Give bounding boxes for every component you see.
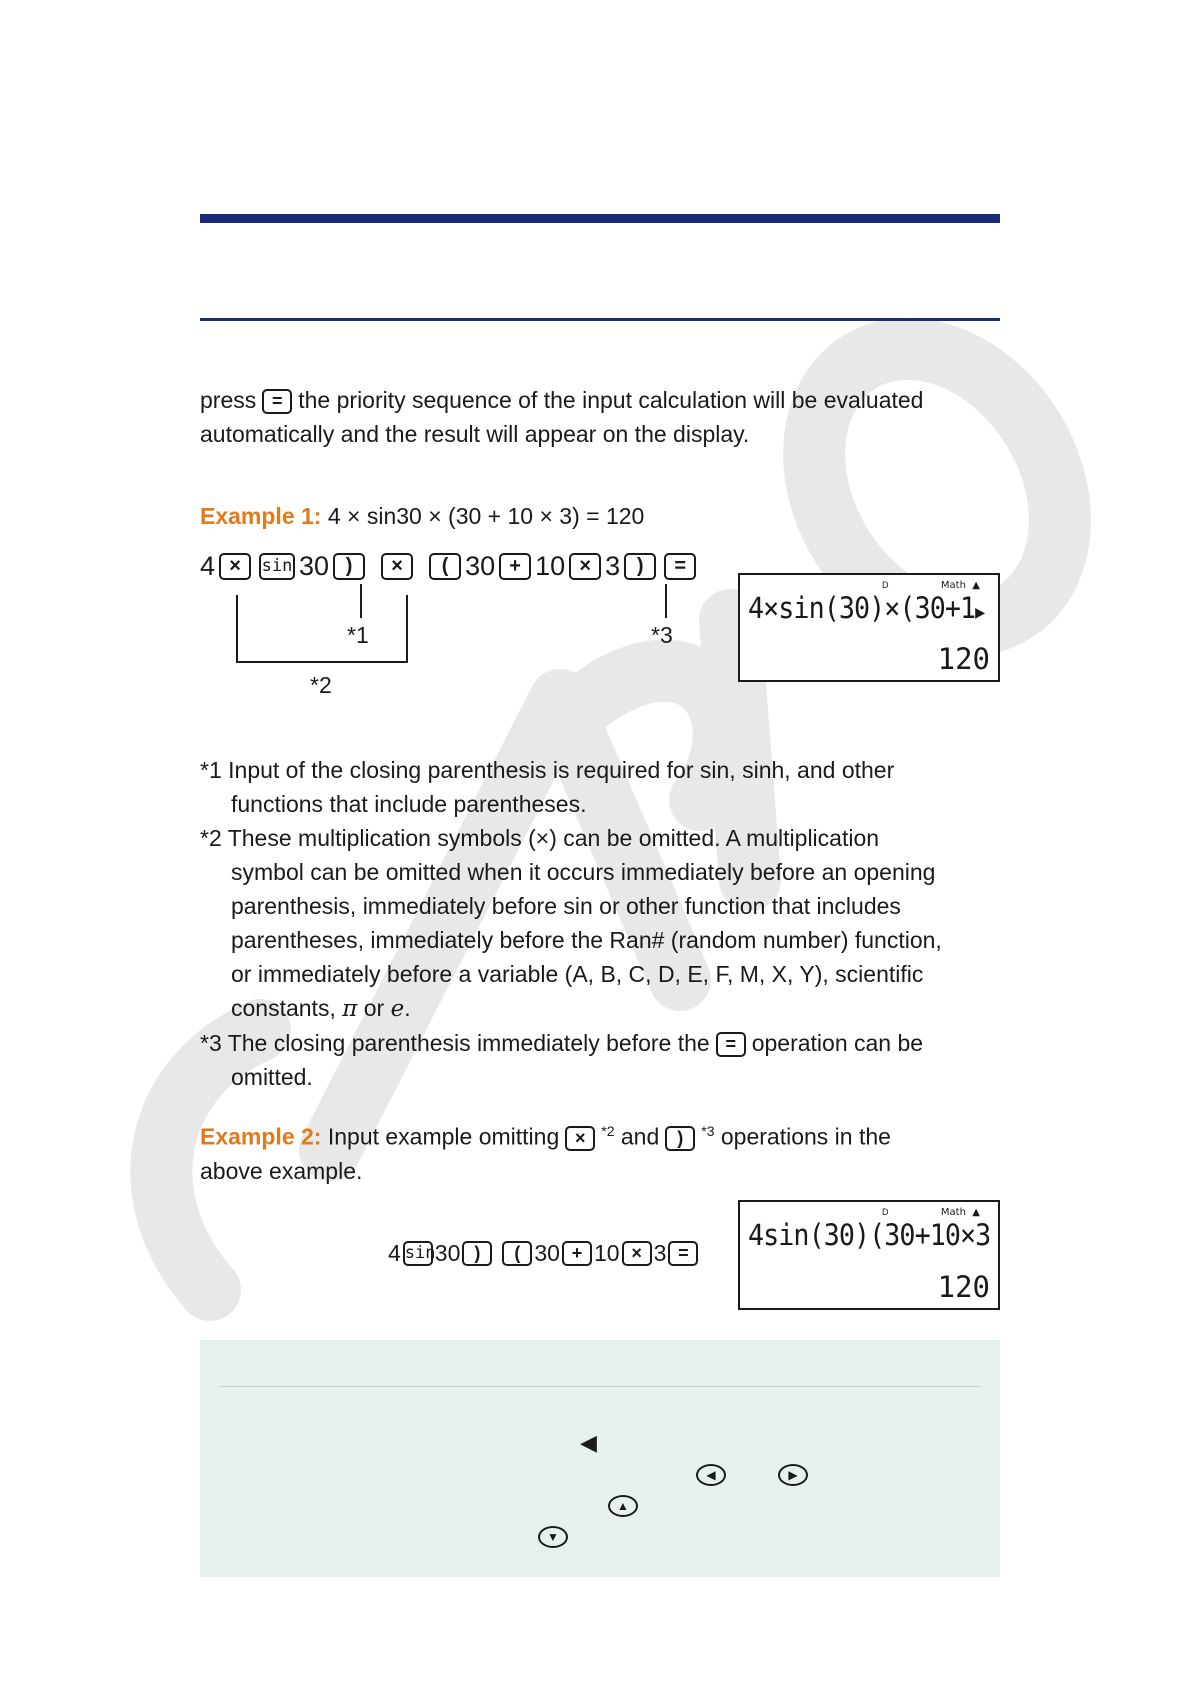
ex1-key-4: 4 bbox=[200, 551, 216, 581]
open-paren-key: ( bbox=[429, 553, 461, 580]
example2-heading: Example 2: Input example omitting × $^{*2}$ and ) $^{*3}$ operations in the above example. bbox=[200, 1123, 891, 1184]
example2-key-sequence: 4 sin 30 ) ( 30 + 10 × 3 = bbox=[388, 1240, 700, 1267]
callout-2: *2 bbox=[310, 672, 332, 698]
plus-key: + bbox=[499, 553, 531, 580]
left-cursor-key-icon: ◀ bbox=[696, 1464, 726, 1486]
close-paren-key: ) bbox=[333, 553, 365, 580]
info-box-divider bbox=[219, 1386, 981, 1387]
ex1-num-3: 3 bbox=[605, 551, 621, 581]
display-result: 120 bbox=[937, 642, 990, 676]
multiply-key: × bbox=[381, 553, 413, 580]
callout-1: *1 bbox=[347, 622, 369, 648]
example1-equation: 4 × sin30 × (30 + 10 × 3) = 120 bbox=[327, 503, 645, 529]
math-indicator: Math ▲ bbox=[940, 1207, 980, 1218]
multiply-key: × bbox=[219, 553, 251, 580]
equals-key: = bbox=[716, 1032, 746, 1057]
cursor-right-icon: ▶ bbox=[975, 602, 985, 623]
plus-key: + bbox=[562, 1241, 592, 1266]
note-1: *1 Input of the closing parenthesis is required for sin, sinh, and other functions that include parentheses. bbox=[200, 757, 895, 817]
down-cursor-key-icon: ▼ bbox=[538, 1526, 568, 1548]
intro-line-1: press = the priority sequence of the input calculation will be evaluated bbox=[200, 387, 924, 413]
ex1-num-30b: 30 bbox=[465, 551, 496, 581]
multiply-key: × bbox=[565, 1126, 595, 1151]
callout-3: *3 bbox=[651, 622, 673, 648]
display-expression: 4×sin(30)×(30+1▶ bbox=[748, 591, 985, 625]
deg-indicator: D bbox=[882, 580, 889, 590]
info-box bbox=[200, 1340, 1000, 1577]
intro-paragraph bbox=[200, 383, 923, 451]
right-cursor-key-icon: ▶ bbox=[778, 1464, 808, 1486]
example1-heading bbox=[200, 499, 644, 533]
sin-key: sin bbox=[259, 553, 295, 580]
math-indicator: Math ▲ bbox=[940, 580, 980, 591]
close-paren-key: ) bbox=[462, 1241, 492, 1266]
sin-key: sin bbox=[403, 1241, 433, 1266]
equals-key: = bbox=[262, 389, 292, 414]
cursor-left-arrow-icon: ◀ bbox=[580, 1430, 597, 1455]
ex1-num-30: 30 bbox=[299, 551, 330, 581]
note-3: *3 The closing parenthesis immediately before the = operation can be omitted. bbox=[200, 1030, 924, 1090]
calculator-display-1 bbox=[738, 573, 1000, 682]
close-paren-key: ) bbox=[665, 1126, 695, 1151]
footnotes bbox=[200, 753, 942, 1094]
example1-label: Example 1: bbox=[200, 503, 322, 529]
intro-line-2: automatically and the result will appear on the display. bbox=[200, 421, 750, 447]
note-2: *2 These multiplication symbols (×) can be omitted. A multiplication symbol can be omitted when it occurs immediately before an opening parenthesis, immediately before sin or other function that includes parentheses, immediately before the Ran# (random number) function, or immediately before a variable (A, B, C, D, E, F, M, X, Y), scientific constants, π or e. bbox=[200, 825, 942, 1022]
example2-label: Example 2: bbox=[200, 1123, 322, 1150]
header-rule-thin bbox=[200, 318, 1000, 321]
equals-key: = bbox=[668, 1241, 698, 1266]
up-cursor-key-icon: ▲ bbox=[608, 1495, 638, 1517]
multiply-key: × bbox=[569, 553, 601, 580]
multiply-key: × bbox=[622, 1241, 652, 1266]
equals-key: = bbox=[664, 553, 696, 580]
display-result: 120 bbox=[937, 1270, 990, 1304]
header-rule-thick bbox=[200, 214, 1000, 223]
close-paren-key: ) bbox=[624, 553, 656, 580]
callout-lines bbox=[200, 580, 700, 680]
display-expression: 4sin(30)(30+10×3 bbox=[748, 1218, 991, 1252]
e-symbol: e bbox=[390, 996, 405, 1022]
pi-symbol: π bbox=[342, 996, 358, 1022]
open-paren-key: ( bbox=[502, 1241, 532, 1266]
calculator-display-2 bbox=[738, 1200, 1000, 1310]
ex1-num-10: 10 bbox=[535, 551, 566, 581]
example1-key-sequence bbox=[200, 551, 700, 582]
deg-indicator: D bbox=[882, 1207, 889, 1217]
